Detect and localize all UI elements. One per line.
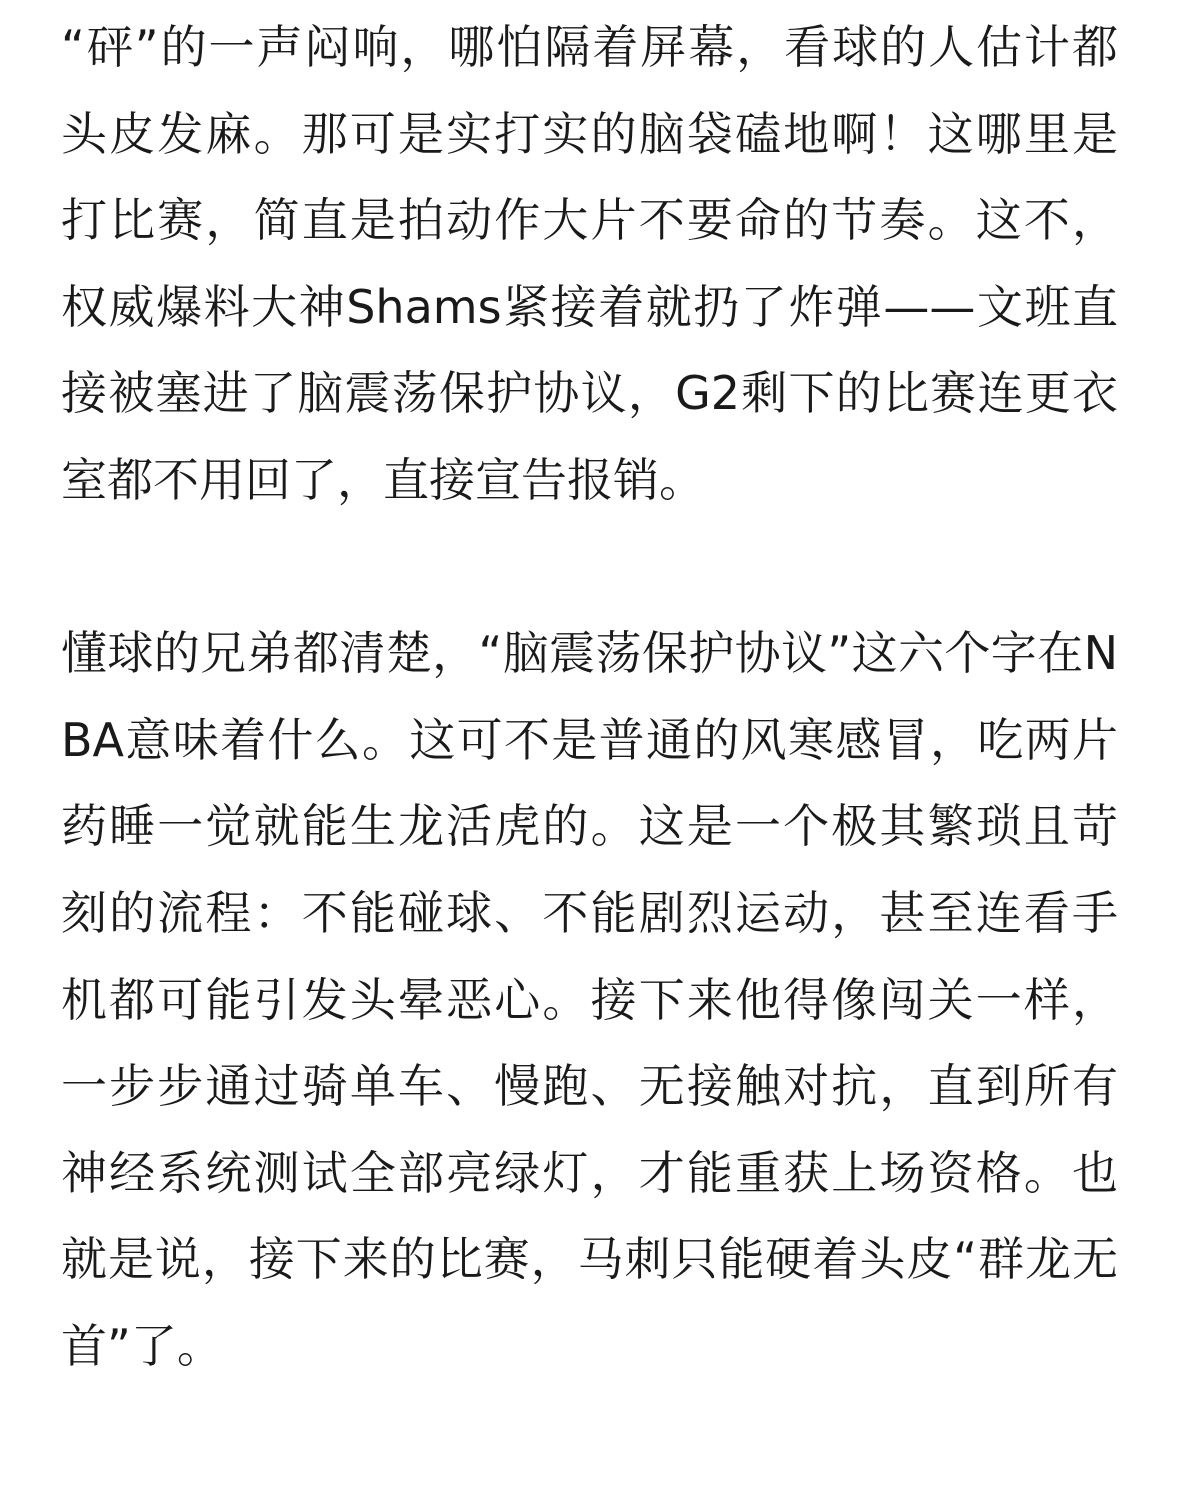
- article-body: [61, 4, 1118, 1390]
- article-paragraph-2: 懂球的兄弟都清楚，“脑震荡保护协议”这六个字在NBA意味着什么。这可不是普通的风寒感冒，吃两片药睡一觉就能生龙活虎的。这是一个极其繁琐且苛刻的流程：不能碰球、不能剧烈运动，甚至连看手机都可能引发头晕恶心。接下来他得像闯关一样，一步步通过骑单车、慢跑、无接触对抗，直到所有神经系统测试全部亮绿灯，才能重获上场资格。也就是说，接下来的比赛，马刺只能硬着头皮“群龙无首”了。: [61, 626, 1118, 1373]
- article-paragraph-1: “砰”的一声闷响，哪怕隔着屏幕，看球的人估计都头皮发麻。那可是实打实的脑袋磕地啊！这哪里是打比赛，简直是拍动作大片不要命的节奏。这不，权威爆料大神Shams紧接着就扔了炸弹——文班直接被塞进了脑震荡保护协议，G2剩下的比赛连更衣室都不用回了，直接宣告报销。: [61, 20, 1118, 507]
